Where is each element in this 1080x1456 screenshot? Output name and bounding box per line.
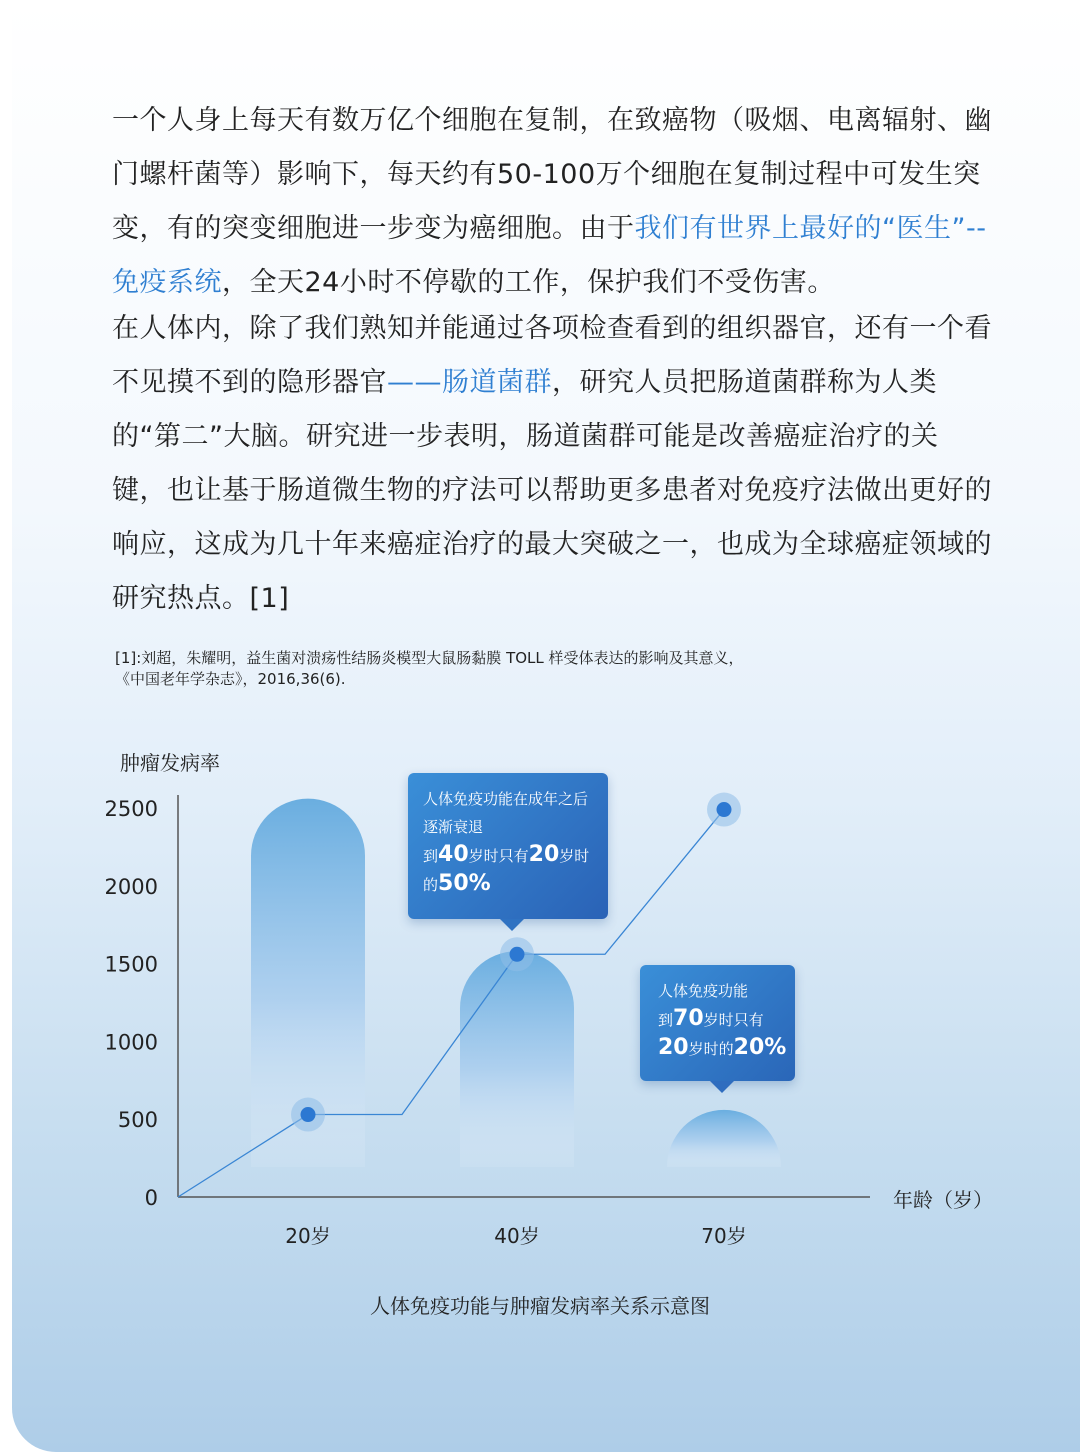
callout-40-text: 岁时: [559, 847, 590, 865]
callout-40-text: 到: [423, 847, 439, 865]
callout-70-line3: [658, 1034, 795, 1063]
x-axis-label: 年龄（岁）: [893, 1188, 993, 1212]
callout-70-line1: 人体免疫功能: [658, 982, 749, 1000]
y-tick-label: 1500: [104, 952, 158, 977]
highlight-immune-system: 我们有世界上最好的“医生”--免疫系统: [112, 213, 987, 298]
callout-70-years: [640, 965, 795, 1081]
bar-70岁: [667, 1110, 781, 1167]
callout-40-line1: 人体免疫功能在成年之后: [423, 790, 589, 808]
callout-40-percent: 50%: [438, 871, 491, 896]
y-tick-label: 2000: [104, 874, 158, 899]
footnote-line-1: [1]:刘超，朱耀明，益生菌对溃疡性结肠炎模型大鼠肠黏膜 TOLL 样受体表达的影响及其意义，: [115, 649, 744, 667]
callout-40-years: [408, 773, 608, 919]
paragraph-immune-text-a: 一个人身上每天有数万亿个细胞在复制，在致癌物（吸烟、电离辐射、幽门螺杆菌等）影响下，每天约有50-100万个细胞在复制过程中可发生突变，有的突变细胞进一步变为癌细胞。由于: [112, 105, 992, 244]
callout-70-line2: [658, 1005, 795, 1034]
callout-40-num: 20: [528, 842, 560, 867]
paragraph-gut-text-a: 在人体内，除了我们熟知并能通过各项检查看到的组织器官，还有一个看不见摸不到的隐形器官: [112, 313, 992, 398]
chart-caption: 人体免疫功能与肿瘤发病率关系示意图: [370, 1294, 710, 1318]
callout-40-text: 的: [423, 876, 439, 894]
callout-70-text: 岁时只有: [703, 1011, 764, 1029]
callout-70-percent: 20%: [733, 1035, 787, 1060]
paragraph-immune-text-b: ，全天24小时不停歇的工作，保护我们不受伤害。: [222, 267, 835, 298]
callout-70-text: 岁时的: [688, 1040, 734, 1058]
callout-40-line3: [423, 841, 608, 870]
paragraph-gut-text-b: ，研究人员把肠道菌群称为人类的“第二”大脑。研究进一步表明，肠道菌群可能是改善癌症治疗的关键，也让基于肠道微生物的疗法可以帮助更多患者对免疫疗法做出更好的响应，这成为几十年来癌症治疗的最大突破之一，也成为全球癌症领域的研究热点。[1]: [112, 367, 992, 614]
marker-20岁: [301, 1107, 316, 1122]
callout-40-line4: [423, 870, 608, 899]
callout-40-line2: 逐渐衰退: [423, 818, 484, 836]
marker-40岁: [510, 947, 525, 962]
y-tick-label: 500: [117, 1108, 158, 1133]
marker-70岁: [717, 802, 732, 817]
highlight-gut-flora: ——肠道菌群: [387, 367, 552, 398]
y-tick-label: 0: [144, 1186, 158, 1210]
x-tick-label: 70岁: [701, 1224, 747, 1248]
callout-70-text: 到: [658, 1011, 674, 1029]
y-tick-label: 1000: [104, 1030, 158, 1055]
callout-40-text: 岁时只有: [468, 847, 529, 865]
x-tick-label: 20岁: [285, 1224, 331, 1248]
y-axis-label: 肿瘤发病率: [120, 751, 220, 775]
callout-40-num: 40: [438, 842, 469, 867]
callout-70-num: 70: [673, 1006, 704, 1031]
bar-40岁: [460, 951, 574, 1167]
callout-70-num: 20: [658, 1035, 689, 1060]
footnote-line-2: 《中国老年学杂志》，2016,36(6).: [115, 670, 346, 688]
y-tick-label: 2500: [104, 797, 158, 821]
x-tick-label: 40岁: [494, 1224, 540, 1248]
